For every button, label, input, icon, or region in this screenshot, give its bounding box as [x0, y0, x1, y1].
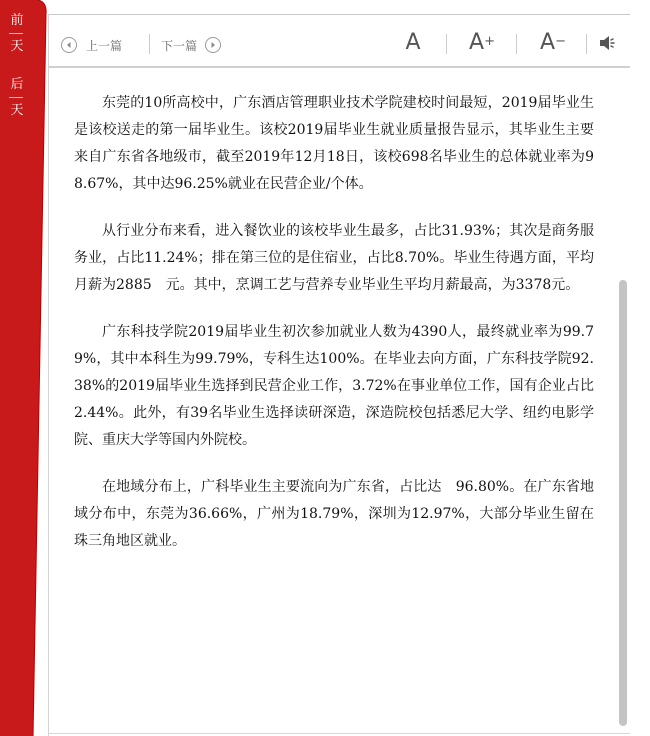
article-paragraph: 东莞的10所高校中，广东酒店管理职业技术学院建校时间最短，2019届毕业生是该校送走的第一届毕业生。该校2019届毕业生就业质量报告显示，其毕业生主要来自广东省各地级市，截至2019年12月18日，该校698名毕业生的总体就业率为98.67%，其中达96.25%就业在民营企业/个体。: [74, 95, 594, 192]
font-decrease-glyph: A: [540, 30, 556, 55]
toolbar-divider: [586, 34, 587, 54]
prev-day-char-1: 前: [10, 13, 24, 28]
toolbar-separator: [49, 66, 630, 68]
article-paragraph: 在地域分布上，广科毕业生主要流向为广东省，占比达 96.80%。在广东省地域分布中，东莞为36.66%，广州为18.79%，深圳为12.97%，大部分毕业生留在珠三角地区就业。: [74, 479, 594, 549]
prev-day-char-2: 天: [10, 39, 24, 54]
article-body: [74, 90, 594, 720]
vertical-scrollbar[interactable]: [619, 280, 627, 726]
prev-article-button[interactable]: [61, 35, 122, 55]
toolbar-divider: [446, 34, 447, 54]
font-increase-button[interactable]: [464, 26, 500, 60]
speaker-icon: [598, 34, 618, 52]
side-divider: [9, 33, 23, 34]
toolbar-divider: [516, 34, 517, 54]
chevron-left-icon: [61, 37, 77, 53]
plus-sign: +: [484, 33, 495, 49]
font-increase-glyph: A: [469, 30, 485, 55]
day-navigation-tab: [0, 0, 50, 736]
next-article-button[interactable]: [161, 35, 221, 55]
font-decrease-button[interactable]: [535, 26, 571, 60]
article-paragraph: 广东科技学院2019届毕业生初次参加就业人数为4390人，最终就业率为99.79%，其中本科生为99.79%，专科生达100%。在毕业去向方面，广东科技学院92.38%的2019届毕业生选择到民营企业工作，3.72%在事业单位工作，国有企业占比2.44%。此外，有39名毕业生选择读研深造，深造院校包括悉尼大学、纽约电影学院、重庆大学等国内外院校。: [74, 324, 594, 448]
article-paragraph: 从行业分布来看，进入餐饮业的该校毕业生最多，占比31.93%；其次是商务服务业，占比11.24%；排在第三位的是住宿业，占比8.70%。毕业生待遇方面，平均月薪为2885 元。其中，烹调工艺与营养专业毕业生平均月薪最高，为3378元。: [74, 223, 594, 293]
next-day-char-1: 后: [10, 77, 24, 92]
prev-article-label: 上一篇: [86, 38, 123, 53]
minus-sign: −: [555, 33, 566, 49]
frame-left-border: [48, 14, 49, 736]
article-toolbar: [49, 15, 630, 71]
side-divider: [9, 97, 23, 98]
read-aloud-button[interactable]: [595, 26, 621, 60]
toolbar-divider: [149, 34, 150, 54]
font-size-normal-button[interactable]: [399, 26, 427, 60]
bottom-border: [49, 733, 630, 734]
font-normal-glyph: A: [405, 30, 421, 55]
next-day-char-2: 天: [10, 103, 24, 118]
next-article-label: 下一篇: [161, 38, 198, 53]
chevron-right-icon: [205, 37, 221, 53]
